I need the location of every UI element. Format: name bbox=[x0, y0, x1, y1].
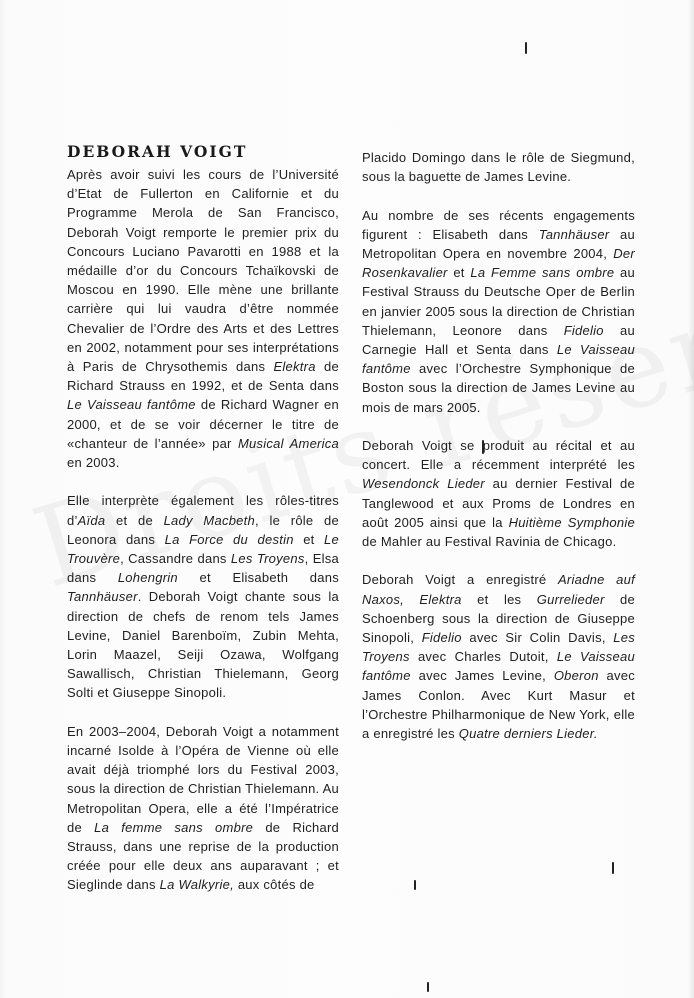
italic-title: Fidelio bbox=[421, 630, 462, 646]
right-column bbox=[362, 148, 635, 762]
text-run: , Elsa dans bbox=[67, 551, 339, 586]
paragraph bbox=[67, 165, 339, 472]
text-run: , Cassandre dans bbox=[120, 551, 231, 567]
text-run: Après avoir suivi les cours de l’Université d’Etat de Fullerton en Californie et du Programme Merola de San Francisco, Deborah Voigt remporte le premier prix du Concours Luciano Pavarotti en 1988 et la médaille d’or du Concours Tchaïkovski de Moscou en 1990. Elle mène une brillante carrière qui lui vaudra d’être nommée Chevalier de l’Ordre des Arts et des Lettres en 2002, notamment pour ses interprétations à Paris de Chrysothemis dans bbox=[67, 167, 339, 375]
italic-title: Lady Macbeth bbox=[163, 512, 255, 528]
paragraph bbox=[362, 570, 635, 743]
italic-title: Les Troyens bbox=[362, 630, 635, 665]
scan-speck bbox=[525, 42, 527, 54]
text-run: Elle interprète également les rôles-titres d’ bbox=[67, 493, 339, 528]
text-run: aux côtés de bbox=[233, 877, 315, 893]
text-run: avec l’Orchestre Symphonique de Boston sous la direction de James Levine au mois de mars 2005. bbox=[362, 361, 635, 415]
italic-title: Gurrelieder bbox=[536, 591, 605, 607]
text-run: de Mahler au Festival Ravinia de Chicago. bbox=[362, 534, 617, 550]
italic-title: Les Troyens bbox=[230, 551, 305, 567]
paragraph bbox=[67, 491, 339, 702]
left-column bbox=[67, 165, 339, 914]
text-run: avec James Levine, bbox=[410, 668, 554, 684]
text-run: avec James Conlon. Avec Kurt Masur et l’Orchestre Philharmonique de New York, elle a enregistré les bbox=[362, 668, 635, 742]
italic-title: Tannhäuser bbox=[67, 589, 138, 605]
paragraph bbox=[362, 148, 635, 186]
text-run: de Richard Strauss en 1992, et de Senta dans bbox=[67, 359, 339, 394]
italic-title: La Force du destin bbox=[164, 531, 294, 547]
italic-title: Der Rosenkavalier bbox=[362, 246, 635, 281]
italic-title: Le Vaisseau fantôme bbox=[362, 342, 635, 377]
text-run: et bbox=[447, 265, 471, 281]
text-run: de Richard Strauss, dans une reprise de la production créée pour elle deux ans auparavant ; et Sieglinde dans bbox=[67, 819, 339, 893]
italic-title: Wesendonck Lieder bbox=[362, 476, 485, 492]
text-run: au dernier Festival de Tanglewood et aux Proms de Londres en août 2005 ainsi que la bbox=[362, 476, 635, 530]
paragraph bbox=[67, 722, 339, 895]
text-run: , le rôle de Leonora dans bbox=[67, 512, 339, 547]
italic-title: La femme sans ombre bbox=[94, 819, 254, 835]
italic-title: Ariadne auf Naxos, Elektra bbox=[362, 572, 635, 607]
paragraph bbox=[362, 436, 635, 551]
italic-title: Aïda bbox=[77, 512, 106, 528]
italic-title: Elektra bbox=[273, 359, 316, 375]
text-run: de Schoenberg sous la direction de Giuseppe Sinopoli, bbox=[362, 591, 635, 646]
text-run: En 2003–2004, Deborah Voigt a notamment incarné Isolde à l’Opéra de Vienne où elle avait déjà triomphé lors du Festival 2003, sous la direction de Christian Thielemann. Au Metropolitan Opera, elle a été l’Impératrice de bbox=[67, 723, 339, 835]
text-run: et bbox=[293, 531, 325, 547]
italic-title: Le Trouvère bbox=[67, 531, 339, 567]
scan-speck bbox=[612, 862, 614, 874]
scan-speck bbox=[427, 982, 429, 992]
italic-title: Le Vaisseau fantôme bbox=[67, 397, 196, 413]
text-run: avec Sir Colin Davis, bbox=[461, 630, 614, 646]
text-run: Au nombre de ses récents engagements figurent : Elisabeth dans bbox=[362, 207, 635, 242]
text-run: au Metropolitan Opera en novembre 2004, bbox=[362, 226, 635, 261]
text-run: Deborah Voigt a enregistré bbox=[362, 572, 558, 588]
paragraph bbox=[362, 206, 635, 417]
italic-title: Tannhäuser bbox=[538, 226, 610, 242]
italic-title: Quatre derniers Lieder. bbox=[458, 726, 598, 742]
text-run: de Richard Wagner en 2000, et de se voir décerner le titre de «chanteur de l’année» par bbox=[67, 397, 340, 451]
italic-title: La Femme sans ombre bbox=[470, 265, 615, 281]
text-run: au Festival Strauss du Deutsche Oper de Berlin en janvier 2005 sous la direction de Christian Thielemann, Leonore dans bbox=[362, 265, 635, 338]
italic-title: Oberon bbox=[553, 668, 599, 684]
italic-title: Fidelio bbox=[563, 322, 604, 338]
text-run: et de bbox=[105, 512, 164, 528]
scan-speck bbox=[414, 880, 416, 890]
italic-title: Le Vaisseau fantôme bbox=[362, 649, 635, 684]
text-run: . Deborah Voigt chante sous la direction de chefs de renom tels James Levine, Daniel Barenboïm, Zubin Mehta, Lorin Maazel, Seiji Ozawa, Wolfgang Sawallisch, Christian Thielemann, Georg Solti et Giuseppe Sinopoli. bbox=[67, 589, 339, 701]
italic-title: Huitième Symphonie bbox=[508, 514, 636, 530]
article-heading: DEBORAH VOIGT bbox=[67, 142, 248, 161]
text-run: avec Charles Dutoit, bbox=[409, 649, 557, 665]
text-run: Placido Domingo dans le rôle de Siegmund, sous la baguette de James Levine. bbox=[362, 150, 635, 185]
text-run: en 2003. bbox=[67, 455, 120, 471]
italic-title: Musical America bbox=[237, 435, 339, 451]
text-run: et Elisabeth dans bbox=[177, 570, 339, 586]
italic-title: Lohengrin bbox=[117, 570, 178, 586]
text-run: Deborah Voigt se produit au récital et au concert. Elle a récemment interprété les bbox=[362, 438, 635, 473]
italic-title: La Walkyrie, bbox=[159, 877, 234, 893]
text-run: au Carnegie Hall et Senta dans bbox=[362, 322, 635, 358]
text-run: et les bbox=[461, 591, 537, 607]
